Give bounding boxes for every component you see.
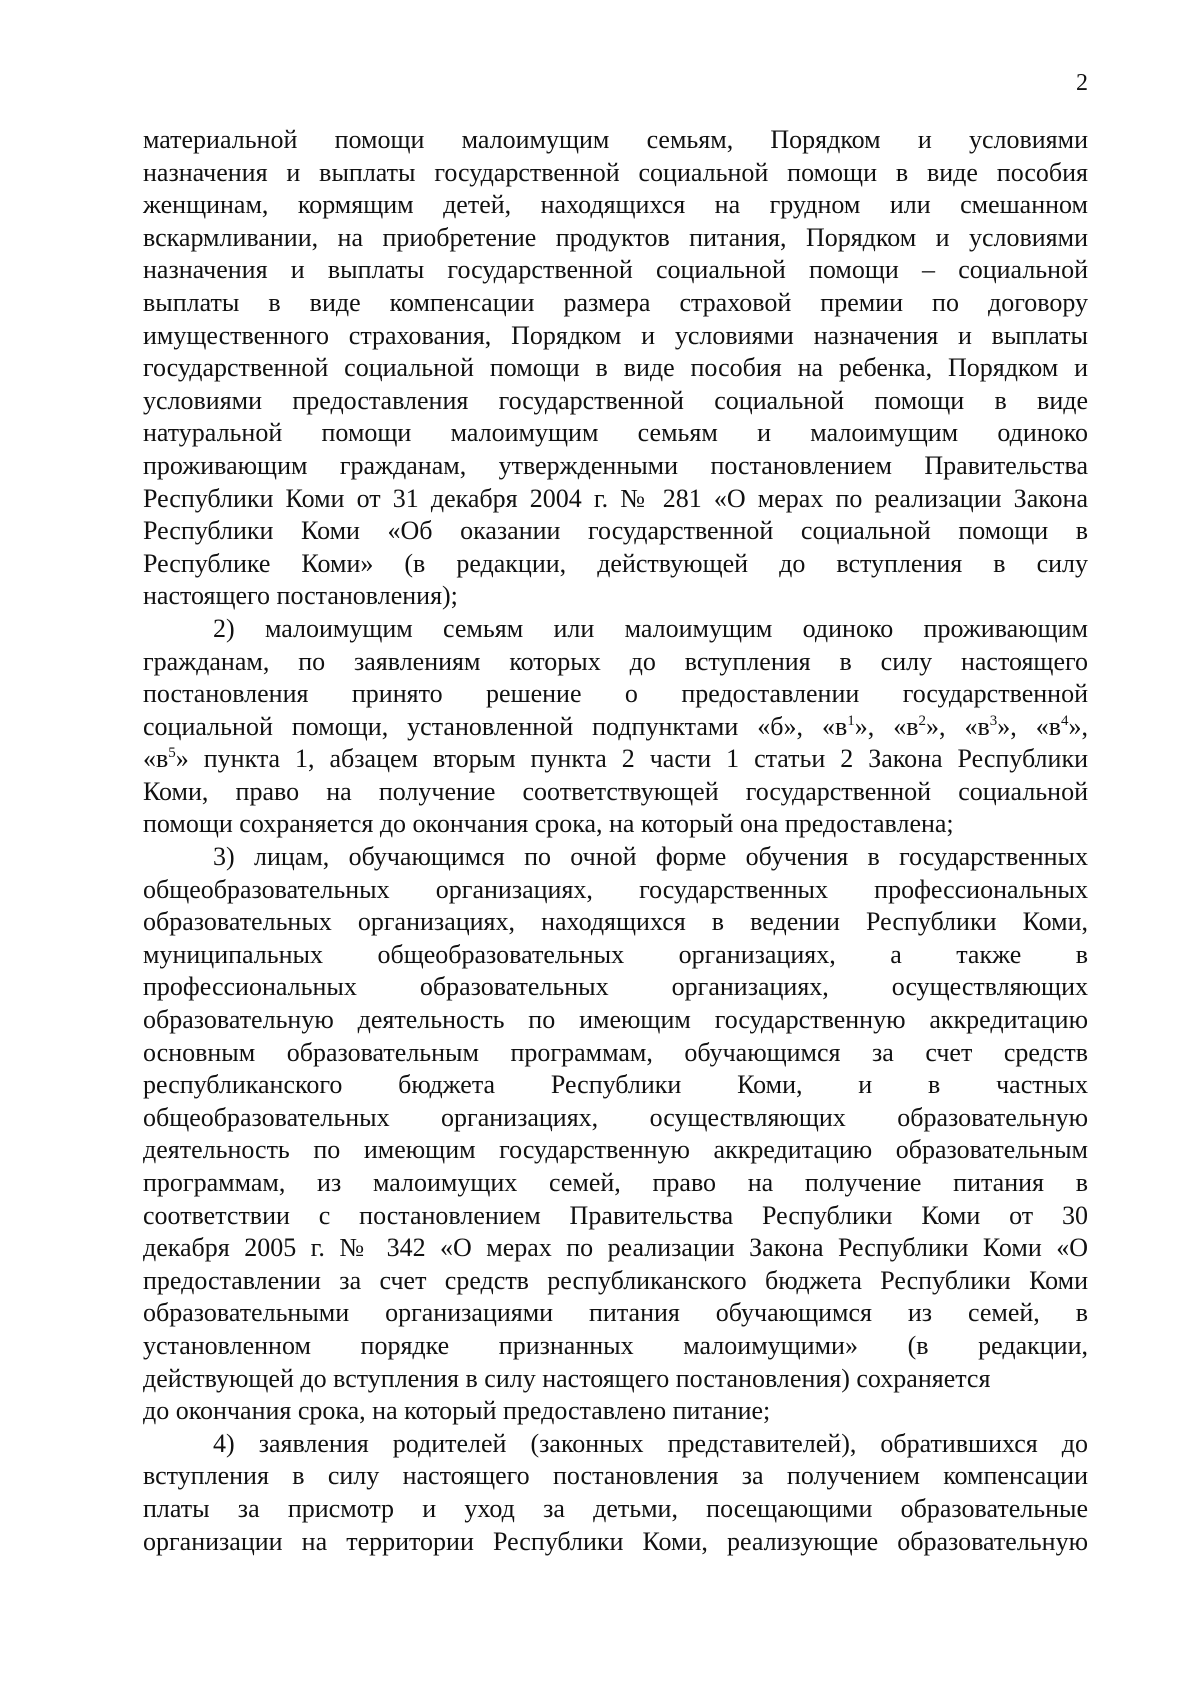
text-line: вскармливании, на приобретение продуктов питания, Порядком и условиями <box>143 222 1088 252</box>
paragraph-item-2 <box>143 613 1088 841</box>
text-line: натуральной помощи малоимущим семьям и малоимущим одиноко <box>143 418 1088 448</box>
text-line: Республики Коми от 31 декабря 2004 г. № 281 «О мерах по реализации Закона <box>143 483 1088 513</box>
text-line: материальной помощи малоимущим семьям, Порядком и условиями <box>143 125 1088 154</box>
text-line: предоставлении за счет средств республиканского бюджета Республики Коми <box>143 1265 1088 1295</box>
text-line: программам, из малоимущих семей, право на получение питания в <box>143 1168 1088 1197</box>
text-line: действующей до вступления в силу настоящего постановления) сохраняется <box>143 1363 991 1393</box>
text-line: основным образовательным программам, обучающимся за счет средств <box>143 1037 1088 1067</box>
paragraph-item-4 <box>143 1428 1088 1558</box>
text-line: муниципальных общеобразовательных организациях, а также в <box>143 939 1088 969</box>
text-line: Коми, право на получение соответствующей государственной социальной <box>143 776 1088 806</box>
text-line: профессиональных образовательных организациях, осуществляющих <box>143 972 1088 1002</box>
text-line: образовательных организациях, находящихся в ведении Республики Коми, <box>143 907 1088 937</box>
text-line: 4) заявления родителей (законных представителей), обратившихся до <box>213 1428 1088 1458</box>
text-line: имущественного страхования, Порядком и условиями назначения и выплаты <box>143 320 1088 350</box>
text-line: «$в^5$» пункта 1, абзацем вторым пункта 2 части 1 статьи 2 Закона Республики <box>143 744 1089 774</box>
text-line: Республики Коми «Об оказании государственной социальной помощи в <box>143 516 1088 546</box>
text-line: образовательными организациями питания обучающимся из семей, в <box>143 1298 1088 1328</box>
text-line: организации на территории Республики Коми, реализующие образовательную <box>143 1526 1088 1556</box>
text-line: Республике Коми» (в редакции, действующей до вступления в силу <box>143 548 1088 578</box>
text-line: условиями предоставления государственной социальной помощи в виде <box>143 385 1088 415</box>
text-line: установленном порядке признанных малоимущими» (в редакции, <box>143 1330 1088 1360</box>
text-line: женщинам, кормящим детей, находящихся на грудном или смешанном <box>143 190 1088 220</box>
text-line: проживающим гражданам, утвержденными постановлением Правительства <box>143 450 1088 480</box>
text-line: государственной социальной помощи в виде пособия на ребенка, Порядком и <box>143 353 1088 383</box>
text-line: республиканского бюджета Республики Коми, и в частных <box>143 1070 1088 1100</box>
document-body <box>143 124 1088 1558</box>
text-line: платы за присмотр и уход за детьми, посещающими образовательные <box>143 1493 1088 1523</box>
text-line: 3) лицам, обучающимся по очной форме обучения в государственных <box>213 842 1088 872</box>
paragraph-1-continuation <box>143 124 1088 613</box>
text-line: помощи сохраняется до окончания срока, на который она предоставлена; <box>143 809 954 839</box>
text-line: вступления в силу настоящего постановления за получением компенсации <box>143 1461 1088 1491</box>
text-line: соответствии с постановлением Правительства Республики Коми от 30 <box>143 1200 1088 1230</box>
page-number: 2 <box>1076 70 1088 96</box>
text-line: декабря 2005 г. № 342 «О мерах по реализации Закона Республики Коми «О <box>143 1233 1088 1263</box>
text-line: деятельность по имеющим государственную аккредитацию образовательным <box>143 1135 1088 1165</box>
text-line: до окончания срока, на который предоставлено питание; <box>143 1396 771 1426</box>
text-line: общеобразовательных организациях, осуществляющих образовательную <box>143 1102 1088 1132</box>
text-line: образовательную деятельность по имеющим государственную аккредитацию <box>143 1005 1088 1035</box>
text-line: социальной помощи, установленной подпунктами «б», «$в^1$», «$в^2$», «$в^3$», «$в^4$», <box>143 711 1089 741</box>
text-line: общеобразовательных организациях, государственных профессиональных <box>143 874 1088 904</box>
text-line: гражданам, по заявлениям которых до вступления в силу настоящего <box>143 646 1088 676</box>
text-line: настоящего постановления); <box>143 581 458 611</box>
paragraph-item-3 <box>143 841 1088 1428</box>
text-line: 2) малоимущим семьям или малоимущим одиноко проживающим <box>213 613 1088 643</box>
text-line: назначения и выплаты государственной социальной помощи – социальной <box>143 255 1088 285</box>
text-line: постановления принято решение о предоставлении государственной <box>143 679 1088 709</box>
text-line: назначения и выплаты государственной социальной помощи в виде пособия <box>143 157 1088 187</box>
text-line: выплаты в виде компенсации размера страховой премии по договору <box>143 287 1088 317</box>
